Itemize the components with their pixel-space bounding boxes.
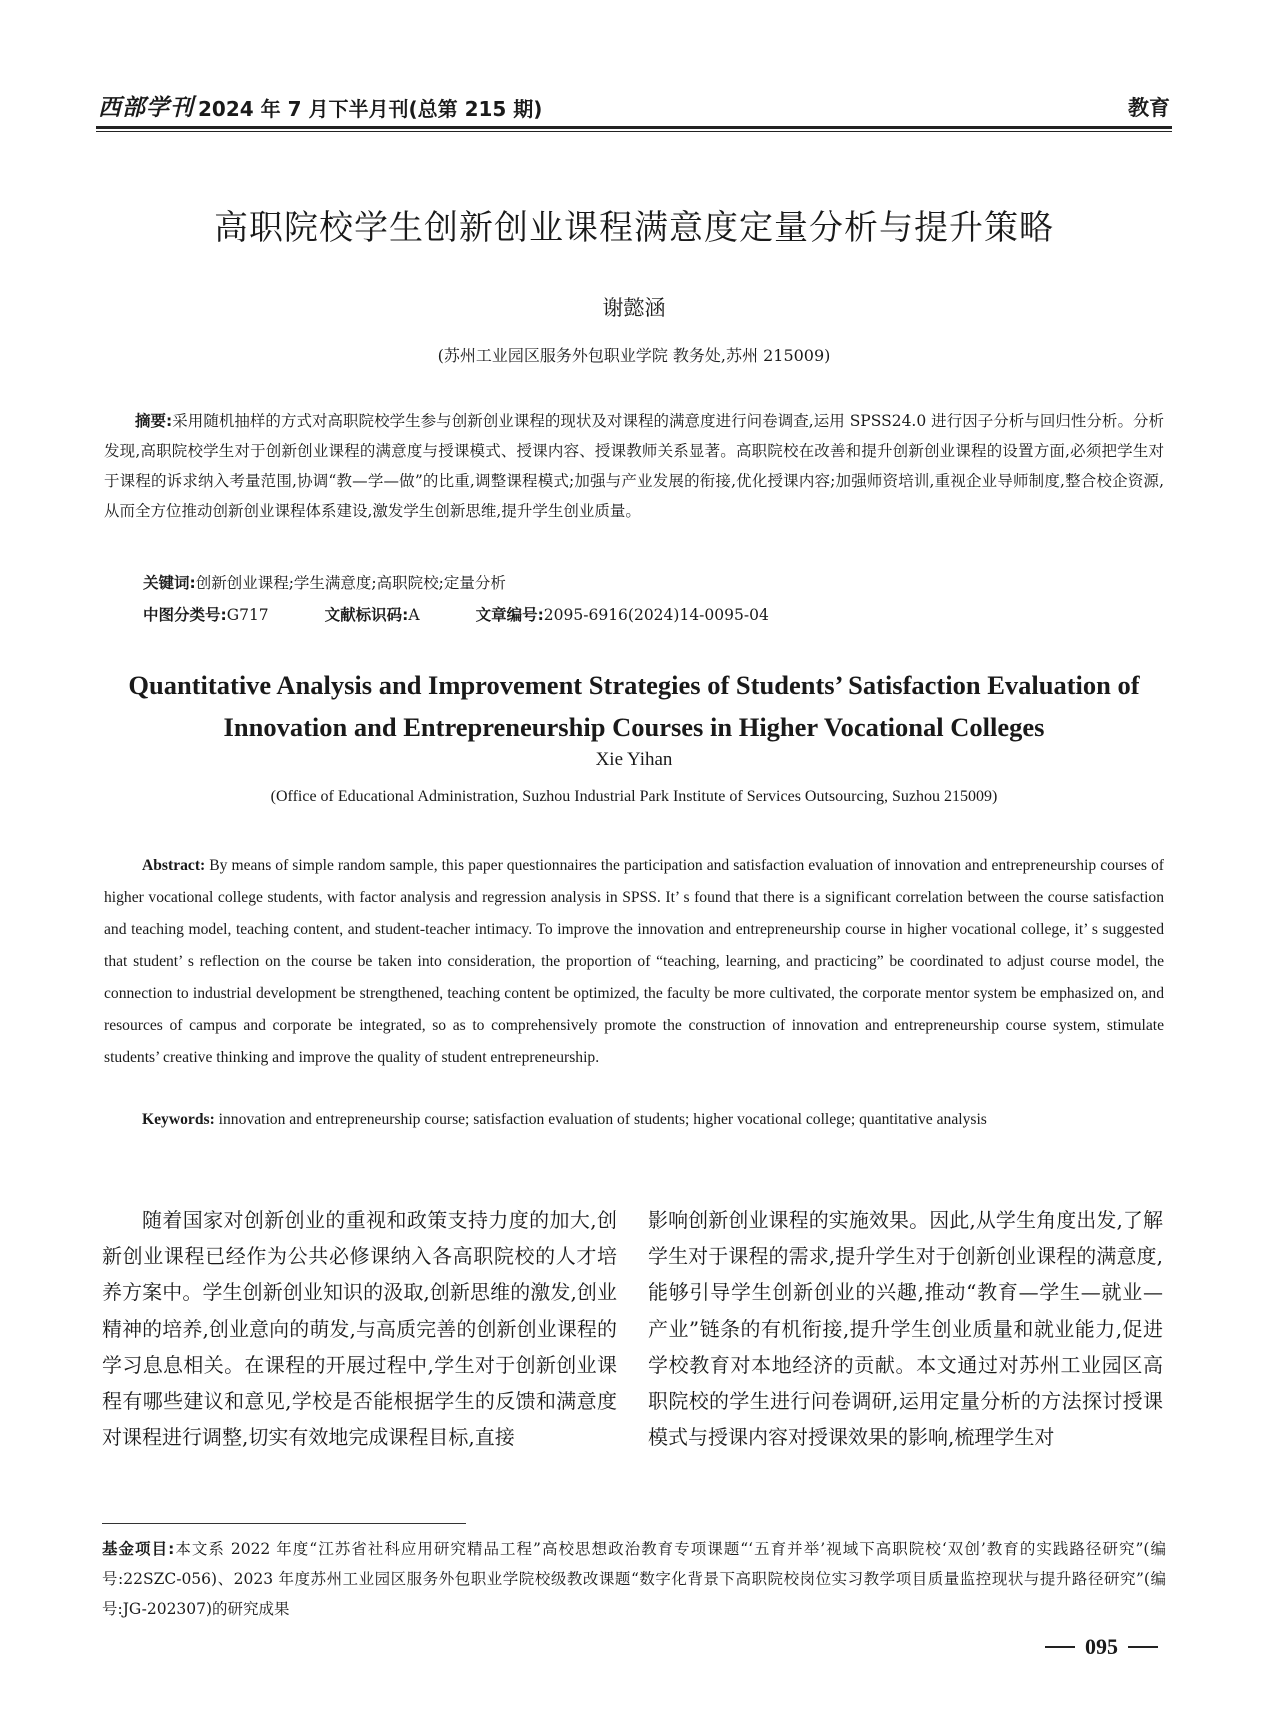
page-number [1045, 1634, 1158, 1660]
section-name: 教育 [1128, 96, 1170, 120]
page-number-value: 095 [1085, 1634, 1118, 1659]
doc-code-value: A [408, 606, 420, 624]
keywords-en-text: innovation and entrepreneurship course; satisfaction evaluation of students; higher vocational college; quantitative analysis [218, 1111, 987, 1128]
title-chinese: 高职院校学生创新创业课程满意度定量分析与提升策略 [214, 208, 1054, 248]
journal-logo: 西部学刊 [98, 94, 194, 121]
footnote-label: 基金项目: [102, 1540, 175, 1558]
abstract-en-text: By means of simple random sample, this paper questionnaires the participation and satisfaction evaluation of innovation and entrepreneurship courses of higher vocational college students, with factor analysis and regression analysis in SPSS. It’ s found that there is a significant correlation between the course satisfaction and teaching model, teaching content, and student-teacher intimacy. To improve the innovation and entrepreneurship course in higher vocational college, it’ s suggested that student’ s reflection on the course be taken into consideration, the proportion of “teaching, learning, and practicing” be coordinated to adjust course model, the connection to industrial development be strengthened, teaching content be optimized, the faculty be more cultivated, the corporate mentor system be emphasized on, and resources of campus and corporate be integrated, so as to comprehensively promote the construction of innovation and entrepreneurship course system, stimulate students’ creative thinking and improve the quality of student entrepreneurship. [104, 857, 1164, 1066]
abstract-en-label: Abstract: [142, 857, 206, 874]
classification-line [143, 600, 1164, 630]
title-english: Quantitative Analysis and Improvement Strategies of Students’ Satisfaction Evaluation of Innovation and Entrepreneurship Courses in Higher Vocational Colleges [128, 670, 1140, 742]
author-english: Xie Yihan [595, 749, 673, 770]
abstract-cn-text: 采用随机抽样的方式对高职院校学生参与创新创业课程的现状及对课程的满意度进行问卷调查,运用 SPSS24.0 进行因子分析与回归性分析。分析发现,高职院校学生对于创新创业课程的满意度与授课模式、授课内容、授课教师关系显著。高职院校在改善和提升创新创业课程的设置方面,必须把学生对于课程的诉求纳入考量范围,协调“教—学—做”的比重,调整课程模式;加强与产业发展的衔接,优化授课内容;加强师资培训,重视企业导师制度,整合校企资源,从而全方位推动创新创业课程体系建设,激发学生创新思维,提升学生创业质量。 [104, 412, 1164, 520]
keywords-cn-label: 关键词: [143, 574, 196, 592]
footnote-rule [102, 1523, 466, 1524]
article-number-label: 文章编号: [475, 606, 544, 624]
affiliation-english: (Office of Educational Administration, Suzhou Industrial Park Institute of Services Outsourcing, Suzhou 215009) [270, 788, 998, 805]
header-left [98, 89, 542, 122]
funding-footnote [102, 1534, 1166, 1624]
header-rule-thick [96, 126, 1172, 129]
keywords-chinese [143, 568, 1164, 598]
affiliation-chinese: (苏州工业园区服务外包职业学院 教务处,苏州 215009) [437, 346, 831, 365]
issue-info: 2024 年 7 月下半月刊(总第 215 期) [198, 97, 543, 121]
dash-left [1045, 1646, 1075, 1648]
keywords-en-label: Keywords: [142, 1111, 215, 1128]
running-header [98, 86, 1170, 122]
clc-label: 中图分类号: [143, 606, 227, 624]
keywords-cn-text: 创新创业课程;学生满意度;高职院校;定量分析 [195, 574, 506, 592]
abstract-english [104, 850, 1164, 1074]
body-column-left: 随着国家对创新创业的重视和政策支持力度的加大,创新创业课程已经作为公共必修课纳入各高职院校的人才培养方案中。学生创新创业知识的汲取,创新思维的激发,创业精神的培养,创业意向的萌发,与高质完善的创新创业课程的学习息息相关。在课程的开展过程中,学生对于创新创业课程有哪些建议和意见,学校是否能根据学生的反馈和满意度对课程进行调整,切实有效地完成课程目标,直接 [102, 1208, 617, 1450]
doc-code-label: 文献标识码: [324, 606, 409, 624]
abstract-chinese [104, 406, 1164, 526]
header-rule-thin [96, 131, 1172, 132]
clc-value: G717 [226, 606, 269, 624]
footnote-text: 本文系 2022 年度“江苏省社科应用研究精品工程”高校思想政治教育专项课题“‘五育并举’视域下高职院校‘双创’教育的实践路径研究”(编号:22SZC-056)、2023 年度苏州工业园区服务外包职业学院校级教改课题“数字化背景下高职院校岗位实习教学项目质量监控现状与提升路径研究”(编号:JG-202307)的研究成果 [102, 1540, 1166, 1618]
author-chinese: 谢懿涵 [602, 296, 666, 320]
body-column-right: 影响创新创业课程的实施效果。因此,从学生角度出发,了解学生对于课程的需求,提升学生对于创新创业课程的满意度,能够引导学生创新创业的兴趣,推动“教育—学生—就业—产业”链条的有机衔接,提升学生创业质量和就业能力,促进学校教育对本地经济的贡献。本文通过对苏州工业园区高职院校的学生进行问卷调研,运用定量分析的方法探讨授课模式与授课内容对授课效果的影响,梳理学生对 [648, 1208, 1163, 1450]
article-number-value: 2095-6916(2024)14-0095-04 [543, 606, 769, 624]
abstract-cn-label: 摘要: [135, 412, 173, 430]
dash-right [1128, 1646, 1158, 1648]
keywords-english [104, 1104, 1164, 1136]
